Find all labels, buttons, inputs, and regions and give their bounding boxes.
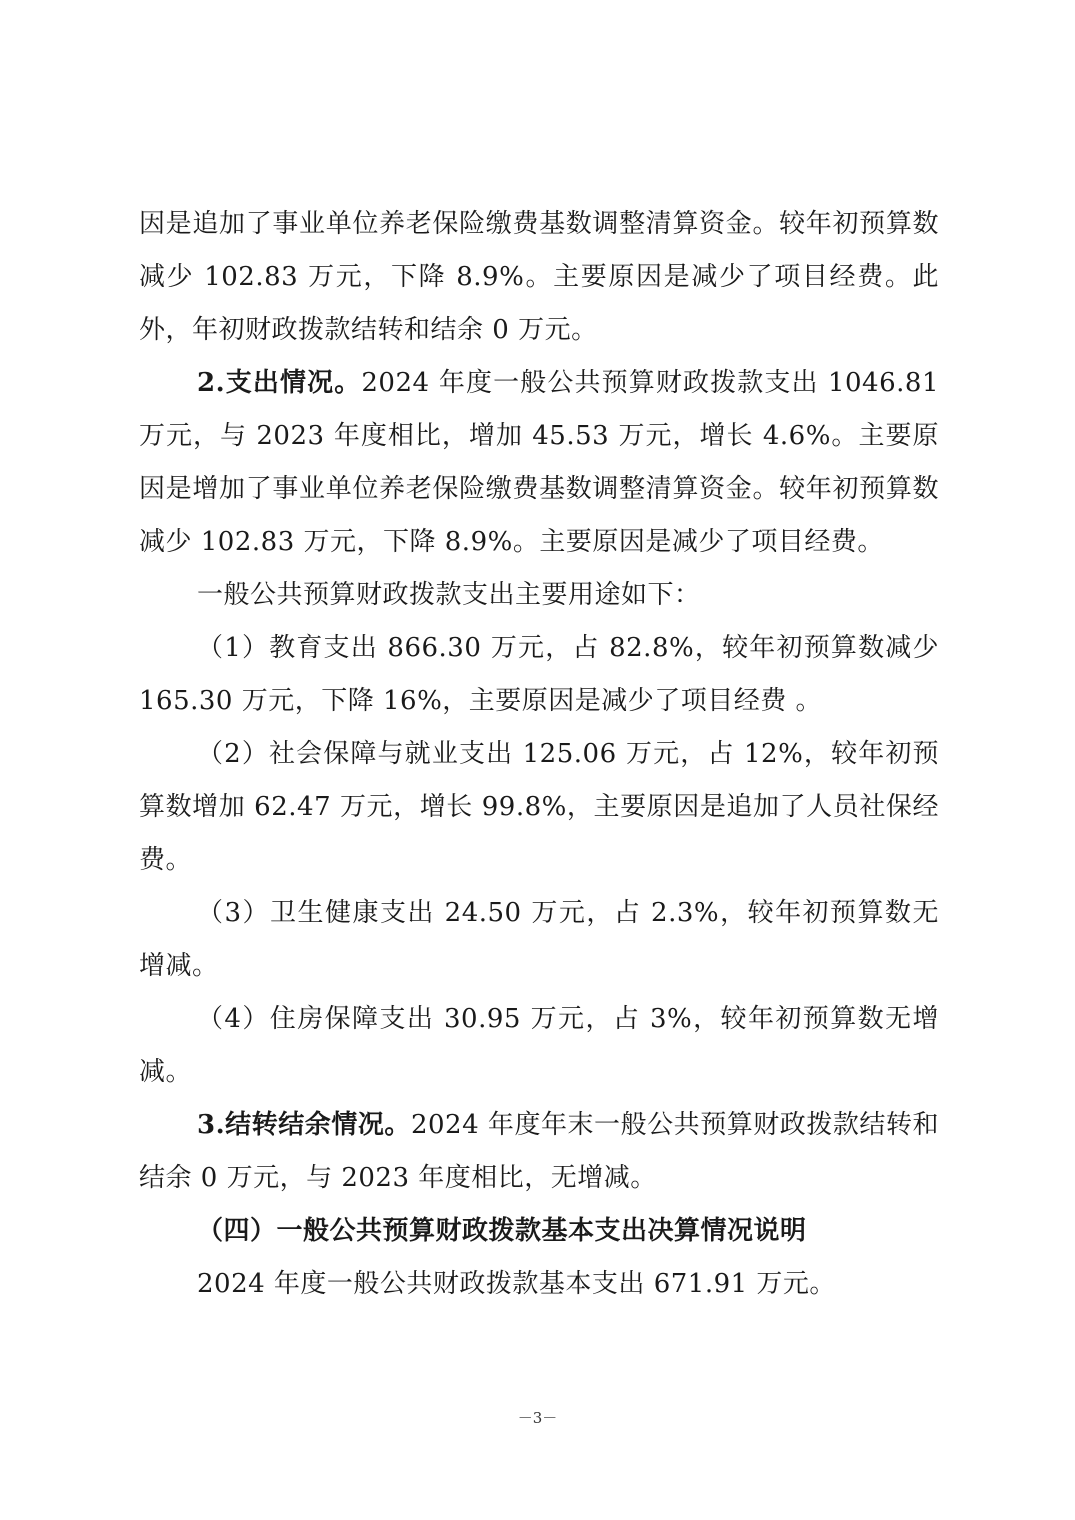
- document-body: [139, 198, 939, 1311]
- carryover-text: 2024 年度年末一般公共预算财政拨款结转和结余 0 万元，与 2023 年度相比，无增减。: [139, 1110, 939, 1193]
- section-heading-4: （四）一般公共预算财政拨款基本支出决算情况说明: [197, 1216, 807, 1246]
- carryover-lead: 3.结转结余情况。: [197, 1110, 411, 1140]
- paragraph-social-security: （2）社会保障与就业支出 125.06 万元，占 12%，较年初预算数增加 62.47 万元，增长 99.8%，主要原因是追加了人员社保经费。: [139, 739, 939, 875]
- paragraph-uses-intro: 一般公共预算财政拨款支出主要用途如下：: [197, 580, 701, 610]
- paragraph-carryover: [139, 1099, 939, 1205]
- paragraph-housing: （4）住房保障支出 30.95 万元，占 3%，较年初预算数无增减。: [139, 1004, 939, 1087]
- expenditure-text: 2024 年度一般公共预算财政拨款支出 1046.81 万元，与 2023 年度相比，增加 45.53 万元，增长 4.6%。主要原因是增加了事业单位养老保险缴费基数调整清算资金。较年初预算数减少 102.83 万元，下降 8.9%。主要原因是减少了项目经费。: [139, 368, 939, 557]
- paragraph-health: （3）卫生健康支出 24.50 万元，占 2.3%，较年初预算数无增减。: [139, 898, 939, 981]
- paragraph-income-continued: 因是追加了事业单位养老保险缴费基数调整清算资金。较年初预算数减少 102.83 万元，下降 8.9%。主要原因是减少了项目经费。此外，年初财政拨款结转和结余 0 万元。: [139, 209, 939, 345]
- paragraph-education: （1）教育支出 866.30 万元，占 82.8%，较年初预算数减少 165.30 万元，下降 16%，主要原因是减少了项目经费 。: [139, 633, 939, 716]
- paragraph-expenditure: [139, 357, 939, 569]
- paragraph-basic-expenditure: 2024 年度一般公共财政拨款基本支出 671.91 万元。: [197, 1269, 836, 1299]
- expenditure-lead: 2.支出情况。: [197, 368, 362, 398]
- page-number: －3－: [517, 1409, 558, 1427]
